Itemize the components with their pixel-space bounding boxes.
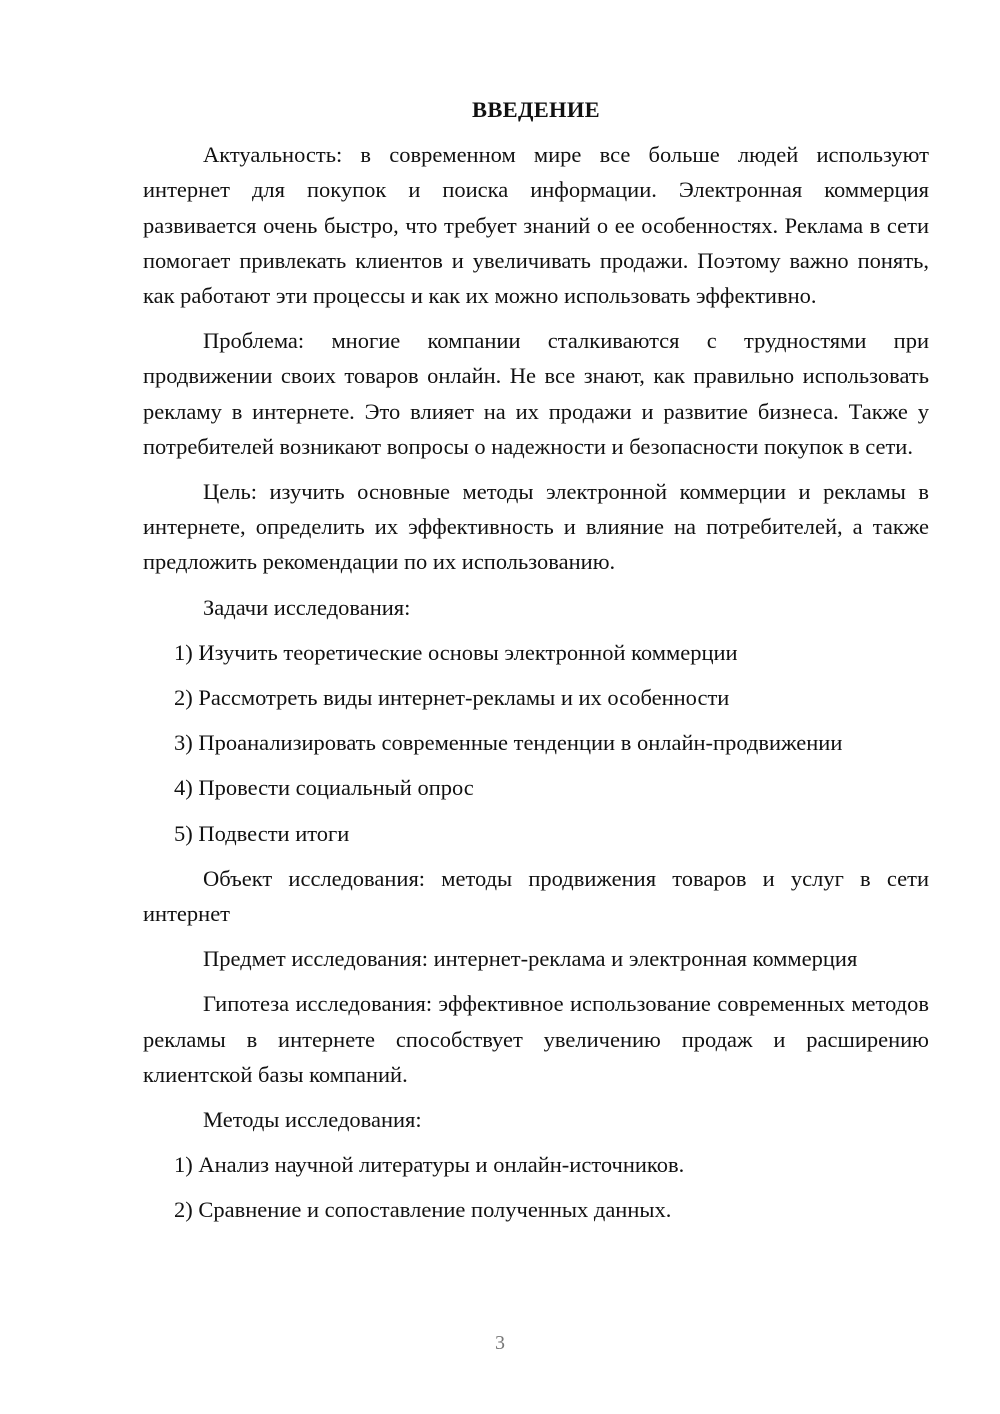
hypothesis-paragraph: Гипотеза исследования: эффективное использование современных методов рекламы в интернете способствует увеличению продаж и расширению клиентской базы компаний. [143, 991, 929, 1087]
object-paragraph: Объект исследования: методы продвижения товаров и услуг в сети интернет [143, 865, 929, 927]
list-item: 2) Сравнение и сопоставление полученных данных. [174, 1197, 672, 1223]
list-item: 5) Подвести итоги [174, 820, 350, 846]
goal-paragraph: Цель: изучить основные методы электронной коммерции и рекламы в интернете, определить их эффективность и влияние на потребителей, а также предложить рекомендации по их использованию. [143, 479, 929, 575]
document-page [143, 92, 929, 1238]
tasks-heading: Задачи исследования: [203, 594, 411, 620]
list-item: 1) Изучить теоретические основы электронной коммерции [174, 639, 738, 665]
methods-list [143, 1147, 929, 1227]
list-item: 1) Анализ научной литературы и онлайн-источников. [174, 1152, 685, 1178]
page-number: 3 [495, 1332, 505, 1354]
list-item: 2) Рассмотреть виды интернет-рекламы и их особенности [174, 685, 730, 711]
list-item: 3) Проанализировать современные тенденции в онлайн-продвижении [174, 730, 843, 756]
relevance-paragraph: Актуальность: в современном мире все больше людей используют интернет для покупок и поиска информации. Электронная коммерция развивается очень быстро, что требует знаний о ее особенностях. Реклама в сети помогает привлекать клиентов и увеличивать продажи. Поэтому важно понять, как работают эти процессы и как их можно использовать эффективно. [143, 142, 929, 309]
problem-paragraph: Проблема: многие компании сталкиваются с трудностями при продвижении своих товаров онлайн. Не все знают, как правильно использовать рекламу в интернете. Это влияет на их продажи и развитие бизнеса. Также у потребителей возникают вопросы о надежности и безопасности покупок в сети. [143, 328, 929, 459]
tasks-list [143, 635, 929, 851]
methods-heading: Методы исследования: [203, 1107, 422, 1133]
section-title: ВВЕДЕНИЕ [472, 97, 600, 122]
list-item: 4) Провести социальный опрос [174, 775, 474, 801]
subject-paragraph: Предмет исследования: интернет-реклама и электронная коммерция [203, 946, 858, 972]
